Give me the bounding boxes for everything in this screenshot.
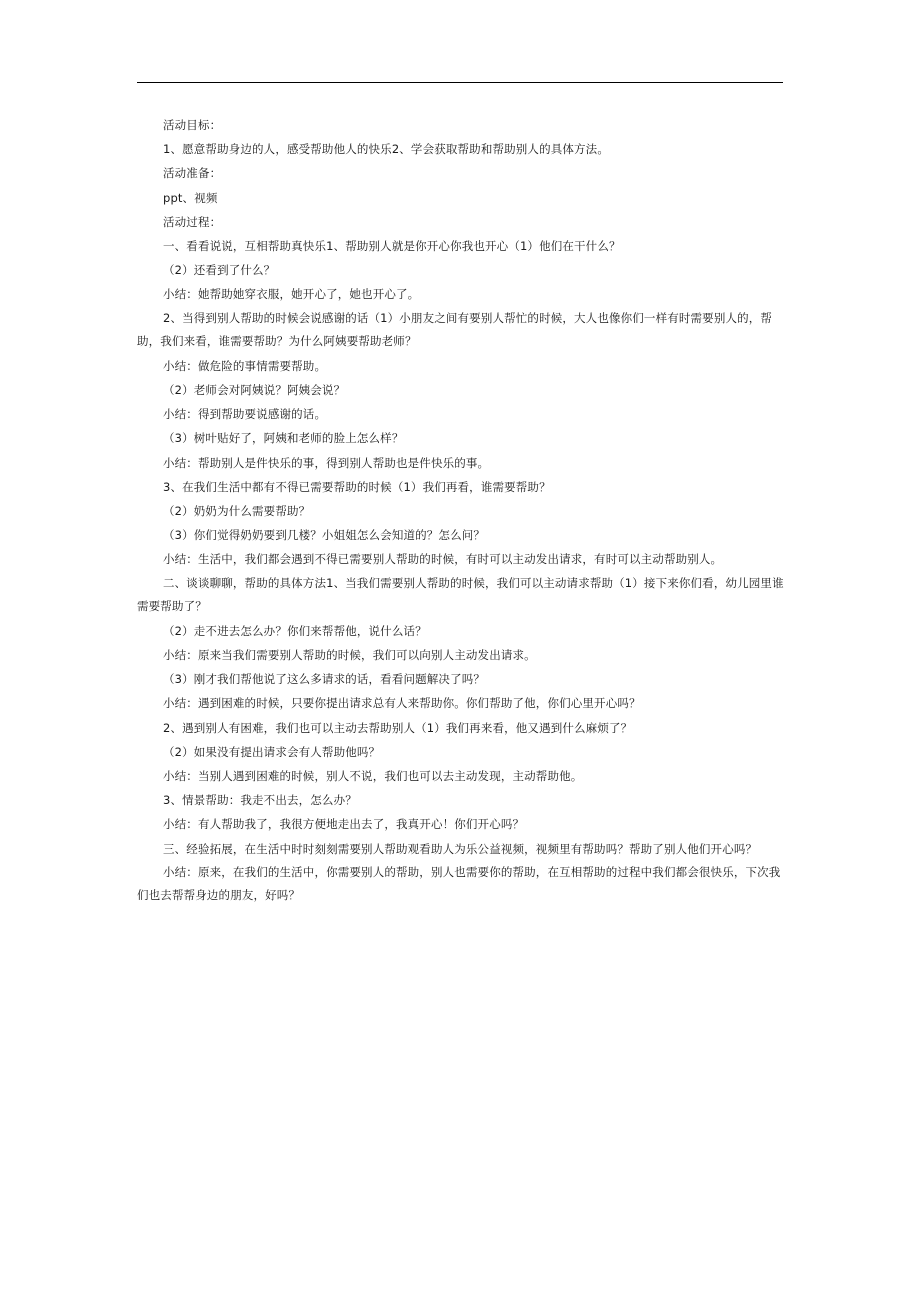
paragraph: （2）走不进去怎么办？你们来帮帮他，说什么话？ [163,623,427,638]
section-label-goals: 活动目标： [163,118,222,132]
paragraph: 小结：生活中，我们都会遇到不得已需要别人帮助的时候，有时可以主动发出请求，有时可以主动帮助别人。 [163,552,723,567]
paragraph: （2）还看到了什么？ [163,263,276,278]
paragraph: 二、谈谈聊聊，帮助的具体方法1、当我们需要别人帮助的时候，我们可以主动请求帮助（1）接下来你们看，幼儿园里谁需要帮助了？ [137,575,784,614]
paragraph: （2）奶奶为什么需要帮助？ [163,504,311,519]
paragraph: 小结：遇到困难的时候，只要你提出请求总有人来帮助你。你们帮助了他，你们心里开心吗？ [163,696,641,711]
paragraph: 小结：做危险的事情需要帮助。 [163,358,327,373]
paragraph: 小结：原来当我们需要别人帮助的时候，我们可以向别人主动发出请求。 [163,648,536,663]
paragraph: （3）树叶贴好了，阿姨和老师的脸上怎么样？ [163,431,404,446]
paragraph: 三、经验拓展，在生活中时时刻刻需要别人帮助观看助人为乐公益视频，视频里有帮助吗？帮助了别人他们开心吗？ [163,841,758,856]
paragraph: （3）刚才我们帮他说了这么多请求的话，看看问题解决了吗？ [163,672,486,687]
paragraph: 小结：帮助别人是件快乐的事，得到别人帮助也是件快乐的事。 [163,455,490,470]
paragraph: （2）老师会对阿姨说？阿姨会说？ [163,383,346,398]
document-body [137,113,785,908]
paragraph: 2、当得到别人帮助的时候会说感谢的话（1）小朋友之间有要别人帮忙的时候，大人也像你们一样有时需要别人的，帮助，我们来看，谁需要帮助？为什么阿姨要帮助老师？ [137,310,773,349]
paragraph: 小结：原来，在我们的生活中，你需要别人的帮助，别人也需要你的帮助，在互相帮助的过程中我们都会很快乐，下次我们也去帮帮身边的朋友，好吗？ [137,864,781,903]
paragraph: 2、遇到别人有困难，我们也可以主动去帮助别人（1）我们再来看，他又遇到什么麻烦了？ [163,720,633,735]
paragraph: ppt、视频 [163,190,218,205]
paragraph: 3、情景帮助：我走不出去，怎么办？ [163,793,357,808]
section-label-preparation: 活动准备： [163,166,222,181]
paragraph: （2）如果没有提出请求会有人帮助他吗？ [163,744,381,759]
paragraph: 小结：她帮助她穿衣服，她开心了，她也开心了。 [163,287,420,302]
header-rule [137,82,783,83]
paragraph: 3、在我们生活中都有不得已需要帮助的时候（1）我们再看，谁需要帮助？ [163,479,551,494]
paragraph: 小结：有人帮助我了，我很方便地走出去了，我真开心！你们开心吗？ [163,817,525,832]
paragraph: 小结：当别人遇到困难的时候，别人不说，我们也可以去主动发现，主动帮助他。 [163,769,583,784]
paragraph: （3）你们觉得奶奶要到几楼？小姐姐怎么会知道的？怎么问？ [163,528,486,543]
section-label-process: 活动过程： [163,214,222,229]
paragraph: 一、看看说说，互相帮助真快乐1、帮助别人就是你开心你我也开心（1）他们在干什么？ [163,239,621,254]
paragraph: 小结：得到帮助要说感谢的话。 [163,407,327,422]
paragraph: 1、愿意帮助身边的人，感受帮助他人的快乐2、学会获取帮助和帮助别人的具体方法。 [163,142,609,157]
